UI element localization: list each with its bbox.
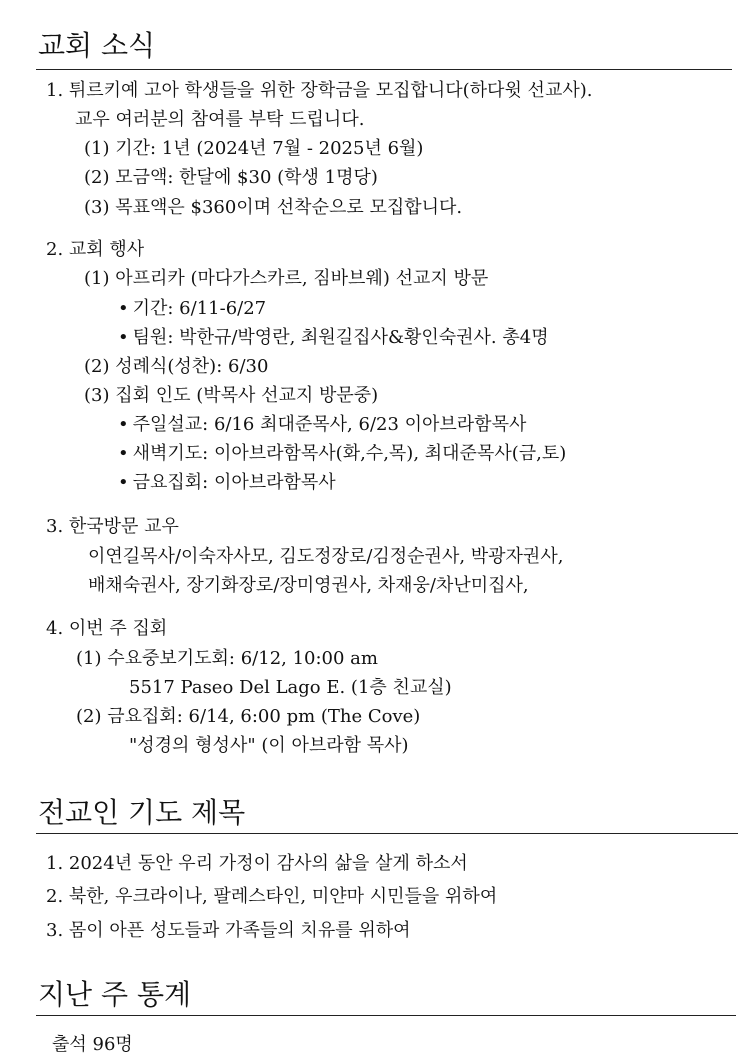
bullet-icon: • bbox=[118, 443, 129, 464]
news-item-1-line2: 교우 여러분의 참여를 부탁 드립니다. bbox=[75, 109, 365, 130]
news-item-4-sub-1-detail: 5517 Paseo Del Lago E. (1층 친교실) bbox=[129, 677, 452, 698]
news-item-4-sub-1: (1) 수요중보기도회: 6/12, 10:00 am bbox=[76, 648, 378, 669]
prayer-item-3: 3. 몸이 아픈 성도들과 가족들의 치유를 위하여 bbox=[46, 920, 411, 941]
news-item-1-sub-1: (1) 기간: 1년 (2024년 7월 - 2025년 6월) bbox=[84, 138, 424, 159]
stats-attendance: 출석 96명 bbox=[52, 1034, 133, 1055]
news-item-2-title: 2. 교회 행사 bbox=[46, 239, 145, 260]
news-item-2-bullet-5: • 금요집회: 이아브라함목사 bbox=[118, 472, 336, 493]
bullet-icon: • bbox=[118, 327, 129, 348]
prayer-item-2: 2. 북한, 우크라이나, 팔레스타인, 미얀마 시민들을 위하여 bbox=[46, 886, 498, 907]
news-item-2-bullet-4: • 새벽기도: 이아브라함목사(화,수,목), 최대준목사(금,토) bbox=[118, 443, 567, 464]
news-item-1-sub-2: (2) 모금액: 한달에 $30 (학생 1명당) bbox=[84, 167, 378, 188]
news-item-4-sub-2-detail: "성경의 형성사" (이 아브라함 목사) bbox=[129, 735, 409, 756]
news-item-2-bullet-1: • 기간: 6/11-6/27 bbox=[118, 298, 267, 319]
news-item-1-line1: 1. 튀르키예 고아 학생들을 위한 장학금을 모집합니다(하다윗 선교사). bbox=[46, 80, 593, 101]
news-item-3-line2: 배채숙권사, 장기화장로/장미영권사, 차재웅/차난미집사, bbox=[88, 575, 529, 596]
news-item-2-bullet-3: • 주일설교: 6/16 최대준목사, 6/23 이아브라함목사 bbox=[118, 414, 527, 435]
bullet-icon: • bbox=[118, 414, 129, 435]
bullet-icon: • bbox=[118, 298, 129, 319]
news-item-1-sub-3: (3) 목표액은 $360이며 선착순으로 모집합니다. bbox=[84, 197, 463, 218]
news-item-4-title: 4. 이번 주 집회 bbox=[46, 618, 168, 639]
news-item-2-sub-2: (2) 성례식(성찬): 6/30 bbox=[84, 356, 269, 377]
prayer-item-1: 1. 2024년 동안 우리 가정이 감사의 삶을 살게 하소서 bbox=[46, 853, 468, 874]
prayer-heading: 전교인 기도 제목 bbox=[38, 796, 246, 829]
news-item-2-sub-3: (3) 집회 인도 (박목사 선교지 방문중) bbox=[84, 385, 379, 406]
news-item-2-bullet-2: • 팀원: 박한규/박영란, 최원길집사&황인숙권사. 총4명 bbox=[118, 327, 549, 348]
news-divider bbox=[36, 69, 732, 70]
prayer-divider bbox=[36, 833, 738, 834]
news-item-2-sub-1: (1) 아프리카 (마다가스카르, 짐바브웨) 선교지 방문 bbox=[84, 268, 489, 289]
stats-divider bbox=[36, 1015, 736, 1016]
news-item-4-sub-2: (2) 금요집회: 6/14, 6:00 pm (The Cove) bbox=[76, 706, 421, 727]
news-heading: 교회 소식 bbox=[38, 29, 156, 62]
bullet-icon: • bbox=[118, 472, 129, 493]
news-item-3-line1: 이연길목사/이숙자사모, 김도정장로/김정순권사, 박광자권사, bbox=[88, 546, 564, 567]
news-item-3-title: 3. 한국방문 교우 bbox=[46, 516, 179, 537]
stats-heading: 지난 주 통계 bbox=[38, 978, 192, 1011]
